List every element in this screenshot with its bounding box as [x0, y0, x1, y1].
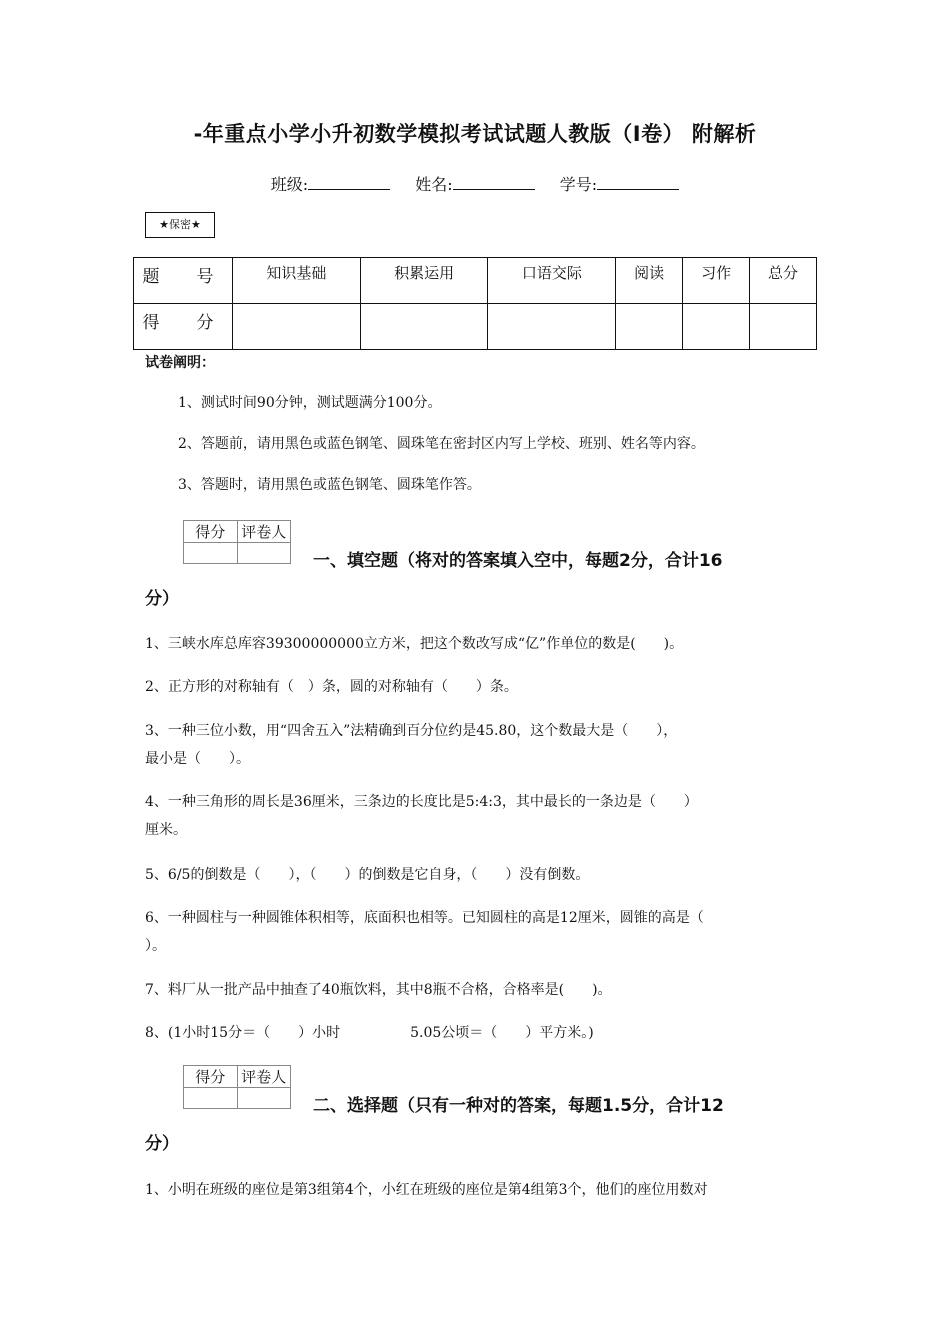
- question-line: 厘米。: [145, 822, 187, 838]
- question: 1、三峡水库总库容39300000000立方米，把这个数改写成“亿”作单位的数是( )。: [145, 636, 684, 652]
- question-line: 3、一种三位小数，用“四舍五入”法精确到百分位约是45.80，这个数最大是（ ），: [145, 723, 678, 739]
- grader-score-label: 得分: [184, 1066, 238, 1088]
- question: 2、正方形的对称轴有（ ）条，圆的对称轴有（ ）条。: [145, 679, 518, 695]
- score-cell[interactable]: [233, 304, 361, 350]
- question: 7、料厂从一批产品中抽查了40瓶饮料，其中8瓶不合格，合格率是( )。: [145, 982, 612, 998]
- section2-title-continued: 分）: [145, 1134, 179, 1154]
- score-label-cell: 得 分: [134, 304, 233, 350]
- score-cell[interactable]: [683, 304, 750, 350]
- score-table-header-row: [134, 258, 817, 304]
- grader-name-label: 评卷人: [237, 521, 291, 543]
- header-cell: 阅读: [616, 258, 683, 304]
- question: 1、小明在班级的座位是第3组第4个，小红在班级的座位是第4组第3个，他们的座位用数对: [145, 1182, 708, 1198]
- header-cell: 总分: [750, 258, 817, 304]
- question: [145, 904, 815, 960]
- grader-name-cell[interactable]: [237, 1088, 291, 1109]
- instruction-item: 1、测试时间90分钟，测试题满分100分。: [178, 395, 442, 411]
- student-id-field[interactable]: 学号:: [560, 175, 679, 194]
- header-cell: 题 号: [134, 258, 233, 304]
- grader-score-cell[interactable]: [184, 1088, 238, 1109]
- grader-score-label: 得分: [184, 521, 238, 543]
- score-cell[interactable]: [750, 304, 817, 350]
- header-cell: 习作: [683, 258, 750, 304]
- grader-box: [183, 1065, 291, 1109]
- grader-name-label: 评卷人: [237, 1066, 291, 1088]
- name-blank[interactable]: [453, 175, 535, 190]
- header-cell: 积累运用: [360, 258, 488, 304]
- question: 8、(1小时15分＝（ ）小时 5.05公顷＝（ ）平方米。): [145, 1025, 594, 1041]
- grader-score-cell[interactable]: [184, 543, 238, 564]
- question-line: 6、一种圆柱与一种圆锥体积相等，底面积也相等。已知圆柱的高是12厘米，圆锥的高是（: [145, 910, 704, 926]
- student-info-line: [0, 172, 950, 195]
- question-line: 4、一种三角形的周长是36厘米，三条边的长度比是5:4:3，其中最长的一条边是（ ）: [145, 794, 698, 810]
- question: [145, 788, 815, 844]
- name-field[interactable]: 姓名:: [415, 175, 534, 194]
- score-cell[interactable]: [488, 304, 616, 350]
- question: [145, 717, 815, 773]
- score-cell[interactable]: [616, 304, 683, 350]
- student-id-blank[interactable]: [597, 175, 679, 190]
- score-table-score-row: [134, 304, 817, 350]
- section2-title: 二、选择题（只有一种对的答案，每题1.5分，合计12: [313, 1096, 724, 1116]
- section1-title-continued: 分）: [145, 589, 179, 609]
- grader-name-cell[interactable]: [237, 543, 291, 564]
- grader-box: [183, 520, 291, 564]
- question-line: ）。: [145, 938, 166, 954]
- confidential-badge: ★保密★: [145, 212, 215, 238]
- instruction-item: 2、答题前，请用黑色或蓝色钢笔、圆珠笔在密封区内写上学校、班别、姓名等内容。: [178, 436, 705, 452]
- document-title: -年重点小学小升初数学模拟考试试题人教版（I卷） 附解析: [193, 122, 757, 146]
- class-field[interactable]: 班级:: [271, 175, 390, 194]
- question-line: 最小是（ ）。: [145, 751, 250, 767]
- score-cell[interactable]: [360, 304, 488, 350]
- section1-title: 一、填空题（将对的答案填入空中，每题2分，合计16: [313, 551, 723, 571]
- header-cell: 知识基础: [233, 258, 361, 304]
- score-table: [133, 257, 817, 350]
- question: 5、6/5的倒数是（ ），（ ）的倒数是它自身，（ ）没有倒数。: [145, 867, 590, 883]
- header-cell: 口语交际: [488, 258, 616, 304]
- instructions-title: 试卷阐明：: [145, 355, 215, 371]
- class-blank[interactable]: [308, 175, 390, 190]
- instruction-item: 3、答题时，请用黑色或蓝色钢笔、圆珠笔作答。: [178, 477, 481, 493]
